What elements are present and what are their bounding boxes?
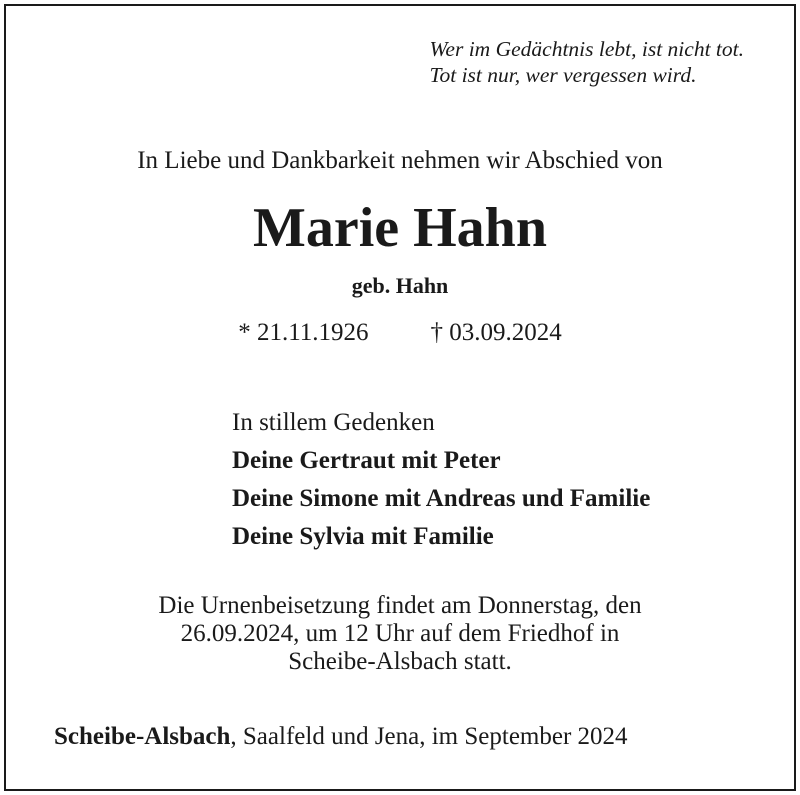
- footer-signature: [54, 722, 628, 752]
- mourners-heading: In stillem Gedenken: [232, 409, 435, 436]
- funeral-line-3: Scheibe-Alsbach statt.: [288, 648, 512, 675]
- motto-line-1: Wer im Gedächtnis lebt, ist nicht tot.: [429, 37, 744, 61]
- death-date: † 03.09.2024: [430, 319, 562, 346]
- footer-place: Scheibe-Alsbach: [54, 723, 231, 750]
- mourners-block: [232, 404, 650, 556]
- motto-quote: [429, 36, 744, 88]
- motto-line-2: Tot ist nur, wer vergessen wird.: [429, 63, 697, 87]
- mourner-name: Deine Sylvia mit Familie: [232, 523, 494, 550]
- funeral-line-2: 26.09.2024, um 12 Uhr auf dem Friedhof in: [180, 620, 620, 647]
- intro-text: In Liebe und Dankbarkeit nehmen wir Abschied von: [137, 147, 663, 174]
- mourner-name: Deine Gertraut mit Peter: [232, 447, 501, 474]
- footer-rest: , Saalfeld und Jena, im September 2024: [230, 723, 628, 750]
- funeral-notice: [6, 592, 794, 676]
- birth-name: geb. Hahn: [351, 273, 449, 298]
- deceased-name: Marie Hahn: [253, 197, 547, 259]
- mourner-name: Deine Simone mit Andreas und Familie: [232, 485, 651, 512]
- birth-date: * 21.11.1926: [238, 319, 369, 346]
- life-dates: [6, 318, 794, 348]
- obituary-frame: [4, 4, 796, 791]
- funeral-line-1: Die Urnenbeisetzung findet am Donnerstag, den: [158, 592, 642, 619]
